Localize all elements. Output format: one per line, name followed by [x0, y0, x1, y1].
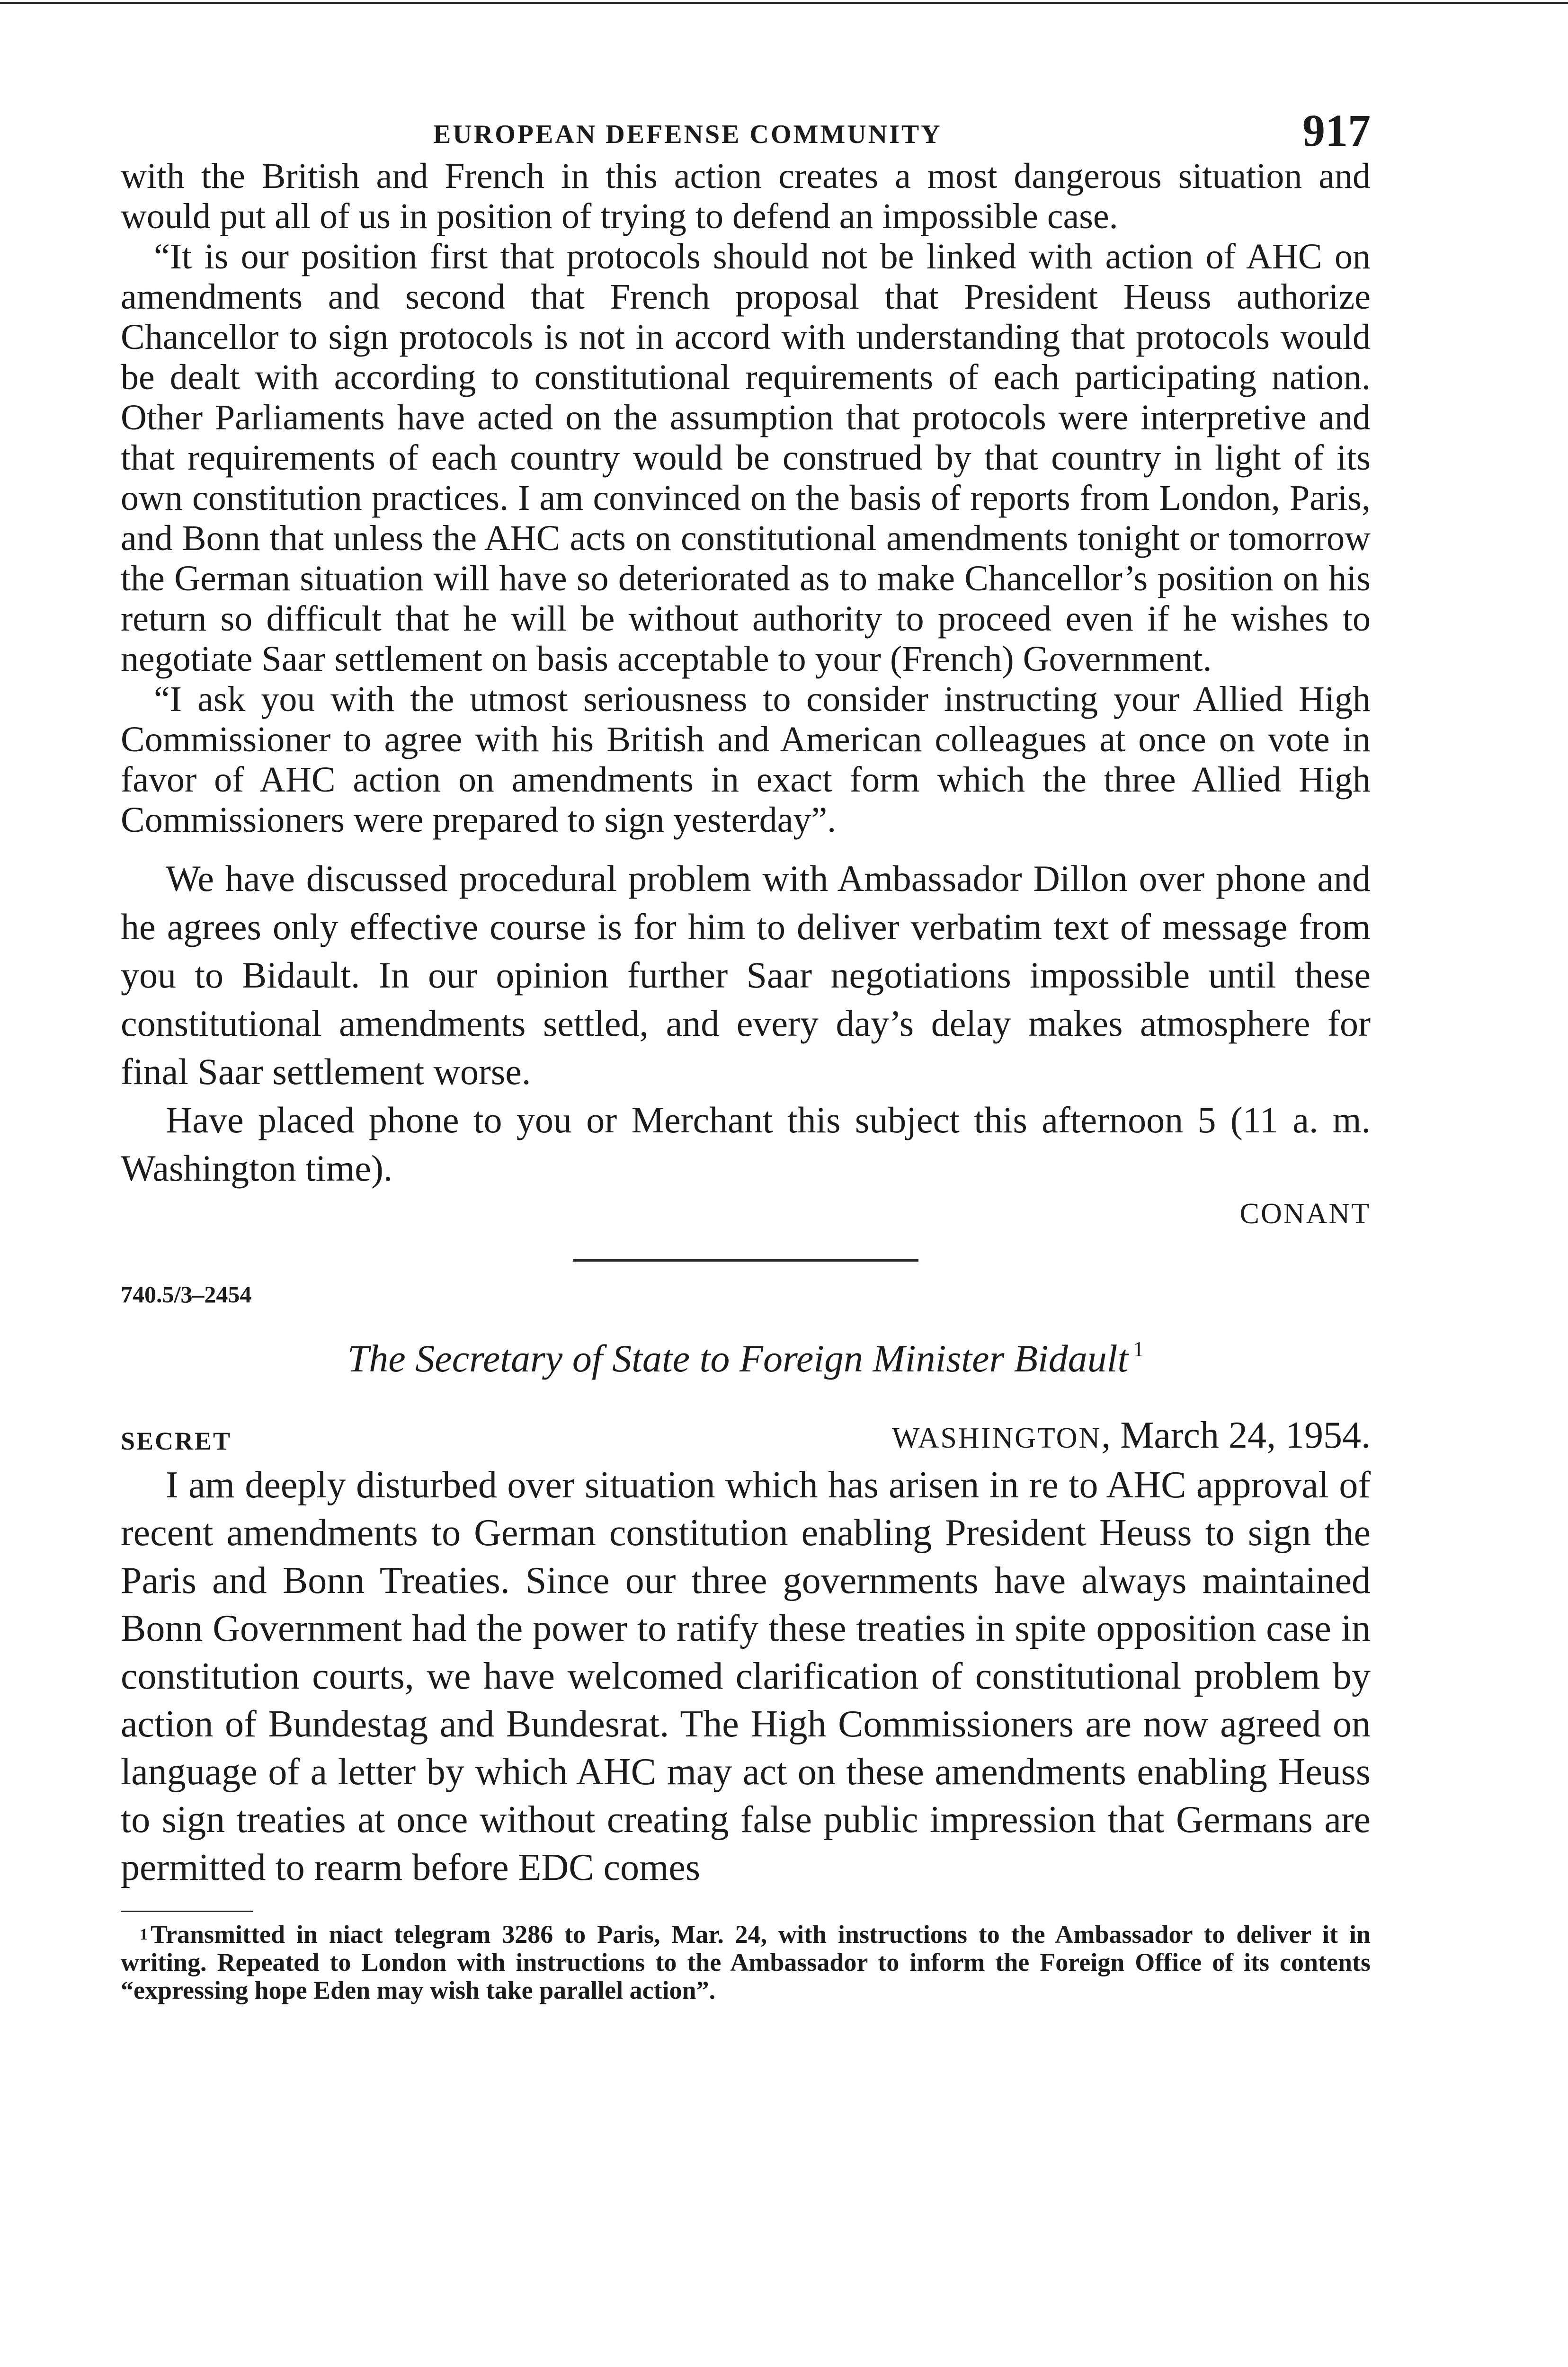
- letter-paragraph: I am deeply disturbed over situation which has arisen in re to AHC approval of recent amendments to German constitution enabling President Heuss to sign the Paris and Bonn Treaties. Since our three governments have always maintained Bonn Government had the power to ratify these treaties in spite opposition case in constitution courts, we have welcomed clarification of constitutional problem by action of Bundestag and Bundesrat. The High Commissioners are now agreed on language of a letter by which AHC may act on these amendments enabling Heuss to sign treaties at once without creating false public impression that Germans are permitted to rearm before EDC comes: [121, 1464, 1371, 1888]
- place-and-date: [892, 1414, 1371, 1457]
- footnote-divider: [121, 1911, 253, 1912]
- quote-paragraph: with the British and French in this action creates a most dangerous situation and would put all of us in position of trying to defend an impossible case.: [121, 156, 1371, 236]
- telegram-body: [121, 854, 1371, 1192]
- running-head: [121, 104, 1371, 156]
- date: , March 24, 1954.: [1101, 1415, 1371, 1456]
- signature-name: CONANT: [1239, 1198, 1371, 1230]
- document-title-text: The Secretary of State to Foreign Minister Bidault: [347, 1337, 1129, 1380]
- body-paragraph: Have placed phone to you or Merchant this subject this afternoon 5 (11 a. m. Washington time).: [121, 1099, 1371, 1189]
- running-head-title: EUROPEAN DEFENSE COMMUNITY: [433, 120, 942, 149]
- page-top-edge-rule: [0, 2, 1568, 4]
- place: WASHINGTON: [892, 1422, 1102, 1454]
- footnote: [121, 1921, 1371, 2004]
- letter-body: [121, 1461, 1371, 1892]
- footnote-reference: 1: [1133, 1337, 1144, 1361]
- page-number: 917: [1302, 105, 1371, 156]
- file-number: 740.5/3–2454: [121, 1281, 252, 1308]
- signature: [121, 1197, 1371, 1231]
- footnote-text: Transmitted in niact telegram 3286 to Paris, Mar. 24, with instructions to the Ambassador to deliver it in writing. Repeated to London with instructions to the Ambassador to inform the Foreign Office of its contents “expressing hope Eden may wish take parallel action”.: [121, 1920, 1371, 2004]
- document-page: [121, 104, 1371, 2004]
- classification-label: SECRET: [121, 1427, 232, 1455]
- section-divider: [573, 1259, 918, 1262]
- dateline: [121, 1414, 1371, 1461]
- document-title: [121, 1336, 1371, 1381]
- quoted-message-continuation: [121, 156, 1371, 840]
- body-paragraph: We have discussed procedural problem with Ambassador Dillon over phone and he agrees only effective course is for him to deliver verbatim text of message from you to Bidault. In our opinion further Saar negotiations impossible until these constitutional amendments settled, and every day’s delay makes atmosphere for final Saar settlement worse.: [121, 858, 1371, 1092]
- quote-paragraph: “I ask you with the utmost seriousness to consider instructing your Allied High Commissioner to agree with his British and American colleagues at once on vote in favor of AHC action on amendments in exact form which the three Allied High Commissioners were prepared to sign yesterday”.: [121, 679, 1371, 840]
- footnote-mark: 1: [140, 1926, 148, 1943]
- quote-paragraph: “It is our position first that protocols should not be linked with action of AHC on amendments and second that French proposal that President Heuss authorize Chancellor to sign protocols is not in accord with understanding that protocols would be dealt with according to constitutional requirements of each participating nation. Other Parliaments have acted on the assumption that protocols were interpretive and that requirements of each country would be construed by that country in light of its own constitution practices. I am convinced on the basis of reports from London, Paris, and Bonn that unless the AHC acts on constitutional amendments tonight or tomorrow the German situation will have so deteriorated as to make Chancellor’s position on his return so difficult that he will be without authority to proceed even if he wishes to negotiate Saar settlement on basis acceptable to your (French) Government.: [121, 237, 1371, 679]
